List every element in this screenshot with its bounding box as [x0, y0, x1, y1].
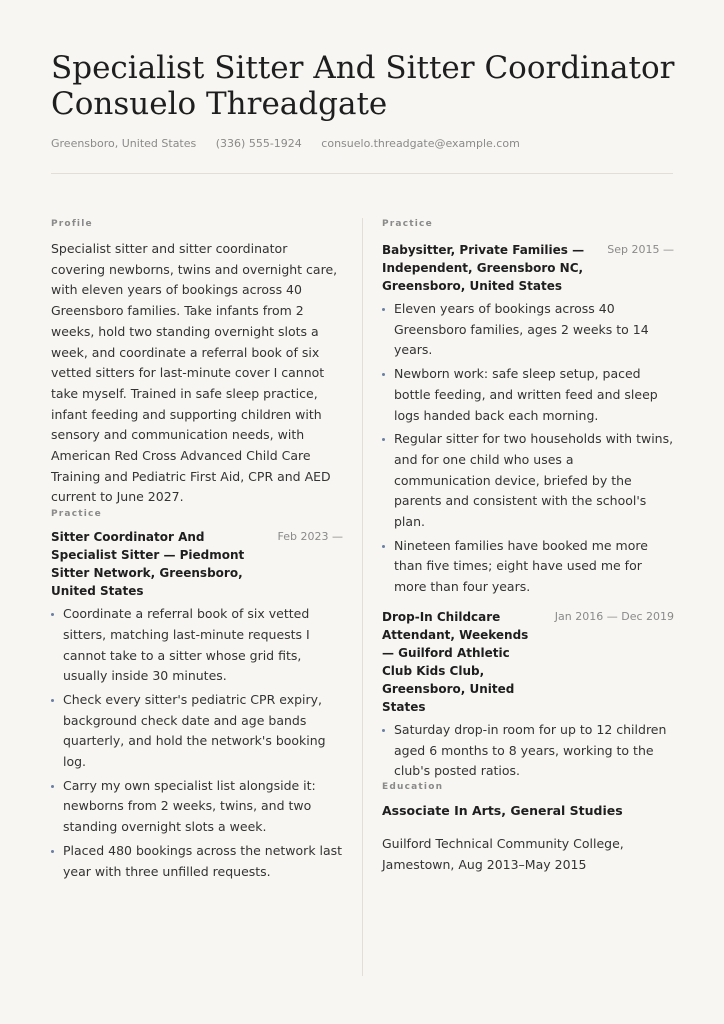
- column-divider: [362, 218, 363, 976]
- list-item: Newborn work: safe sleep setup, paced bottle feeding, and written feed and sleep logs handed back each morning.: [382, 364, 674, 426]
- job-date: Feb 2023 —: [277, 530, 343, 544]
- job-header: [382, 608, 674, 716]
- education-degree: Associate In Arts, General Studies: [382, 802, 623, 818]
- job-bullets: [382, 299, 674, 598]
- list-item: Eleven years of bookings across 40 Greensboro families, ages 2 weeks to 14 years.: [382, 299, 674, 361]
- list-item: Nineteen families have booked me more than five times; eight have used me for more than four years.: [382, 536, 674, 598]
- candidate-name: Specialist Sitter And Sitter Coordinator Consuelo Threadgate: [51, 50, 675, 122]
- job-header: [382, 241, 674, 295]
- job-entry: [382, 608, 674, 782]
- contact-phone: (336) 555-1924: [215, 137, 302, 150]
- practice-heading-right: Practice: [382, 219, 433, 229]
- list-item: Saturday drop-in room for up to 12 children aged 6 months to 8 years, working to the club's posted ratios.: [382, 720, 674, 782]
- education-school: Guilford Technical Community College, Jamestown, Aug 2013–May 2015: [382, 835, 624, 872]
- job-date: Sep 2015 —: [607, 243, 674, 256]
- profile-text: Specialist sitter and sitter coordinator covering newborns, twins and overnight care, with eleven years of bookings across 40 Greensboro families. Take infants from 2 weeks, hold two standing overnight slots a week, and coordinate a referral book of six vetted sitters for last-minute cover I cannot take myself. Trained in safe sleep practice, infant feeding and supporting children with sensory and communication needs, with American Red Cross Advanced Child Care Training and Pediatric First Aid, CPR and AED current to June 2027.: [51, 241, 338, 505]
- job-header: [51, 528, 343, 600]
- job-date: Jan 2016 — Dec 2019: [554, 609, 674, 623]
- list-item: Regular sitter for two households with twins, and for one child who uses a communication device, briefed by the parents and consistent with the school's plan.: [382, 429, 674, 533]
- left-column: [51, 218, 343, 885]
- job-bullets: [51, 604, 343, 882]
- education-heading: Education: [382, 781, 444, 792]
- list-item: Check every sitter's pediatric CPR expiry, background check date and age bands quarterly, and hold the network's booking log.: [51, 690, 343, 773]
- job-title: Babysitter, Private Families — Independent, Greensboro NC, Greensboro, United States: [382, 243, 585, 293]
- practice-heading-left: Practice: [51, 509, 102, 520]
- job-bullets: [382, 720, 674, 782]
- list-item: Coordinate a referral book of six vetted sitters, matching last-minute requests I cannot take to a sitter whose grid fits, usually inside 30 minutes.: [51, 604, 343, 687]
- job-entry: [382, 241, 674, 598]
- header-divider: [51, 173, 673, 174]
- right-column: [382, 218, 674, 875]
- contact-location: Greensboro, United States: [51, 137, 197, 150]
- profile-heading: Profile: [51, 219, 93, 229]
- list-item: Carry my own specialist list alongside it: newborns from 2 weeks, twins, and two standing overnight slots a week.: [51, 776, 343, 838]
- job-title: Sitter Coordinator And Specialist Sitter — Piedmont Sitter Network, Greensboro, United States: [51, 530, 245, 599]
- job-entry: [51, 528, 343, 882]
- list-item: Placed 480 bookings across the network last year with three unfilled requests.: [51, 841, 343, 882]
- job-title: Drop-In Childcare Attendant, Weekends — Guilford Athletic Club Kids Club, Greensboro, United States: [382, 609, 529, 714]
- contact-email: consuelo.threadgate@example.com: [321, 137, 520, 150]
- contact-line: [51, 137, 536, 150]
